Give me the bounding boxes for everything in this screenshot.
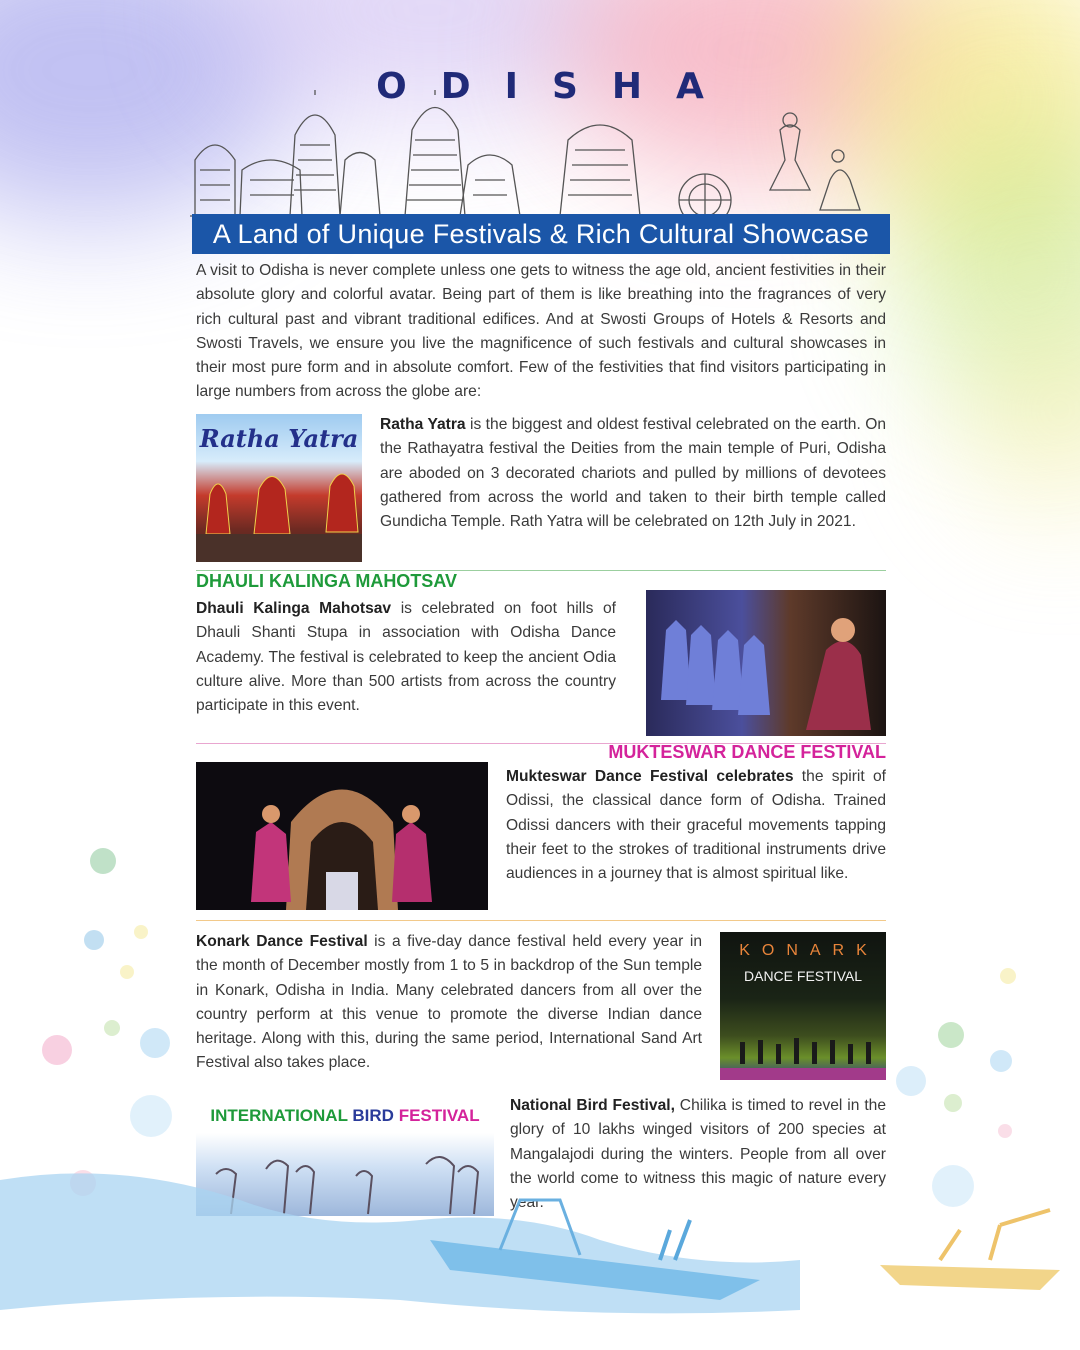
decor-dot	[104, 1020, 120, 1036]
konark-image-subtitle: DANCE FESTIVAL	[744, 968, 862, 984]
ratha-yatra-image-caption: Ratha Yatra	[199, 424, 359, 453]
decor-dot	[140, 1028, 170, 1058]
konark-dancers-illustration	[720, 932, 886, 1080]
dhauli-heading: DHAULI KALINGA MAHOTSAV	[196, 571, 457, 591]
mukteswar-heading: MUKTESWAR DANCE FESTIVAL	[608, 742, 886, 762]
konark-festival-image	[720, 932, 886, 1080]
ratha-yatra-text	[380, 413, 886, 534]
bird-image-word-2: BIRD	[352, 1106, 394, 1125]
decor-dot	[90, 848, 116, 874]
decor-dot	[990, 1050, 1012, 1072]
decor-dot	[120, 965, 134, 979]
decor-dot	[130, 1095, 172, 1137]
dhauli-name: Dhauli Kalinga Mahotsav	[196, 600, 392, 617]
ratha-yatra-description: is the biggest and oldest festival celebrated on the earth. On the Rathayatra festival the Deities from the main temple of Puri, Odisha are aboded on 3 decorated chariots and pulled by millions of devotees gathered from across the world and taken to their birth temple called Gundicha Temple. Rath Yatra will be celebrated on 12th July in 2021.	[380, 416, 887, 531]
konark-image-title: KONARK	[739, 942, 879, 959]
intro-paragraph: A visit to Odisha is never complete unless one gets to witness the age old, ancient festivities in their absolute glory and colorful avatar. Being part of them is like breathing into the fragrances of very rich cultural past and vibrant traditional edifices. And at Swosti Groups of Hotels & Resorts and Swosti Travels, we ensure you live the magnificence of such festivals and cultural showcases in their most pure form and in absolute comfort. Few of the festivities that find visitors participating in large numbers from across the globe are:	[196, 262, 886, 401]
decor-dot	[938, 1022, 964, 1048]
decor-dot	[944, 1094, 962, 1112]
mukteswar-description: the spirit of Odissi, the classical dance form of Odisha. Trained Odissi dancers with their graceful movements tapping their feet to the strokes of traditional instruments drive audiences in a journey that is almost spiritual like.	[506, 768, 887, 883]
bird-image-word-1: INTERNATIONAL	[210, 1106, 348, 1125]
konark-description: is a five-day dance festival held every year in the month of December mostly from 1 to 5 in backdrop of the Sun temple in Konark, Odisha in India. Many celebrated dancers from all over the country perform at this venue to promote the diverse Indian dance heritage. Along with this, during the same period, International Sand Art Festival also takes place.	[196, 933, 702, 1072]
mukteswar-dancers-image	[196, 762, 488, 910]
dhauli-description: is celebrated on foot hills of Dhauli Shanti Stupa in association with Odisha Dance Academy. The festival is celebrated to keep the ancient Odia culture alive. More than 500 artists from across the country participate in this event.	[196, 600, 616, 715]
dancers-illustration	[646, 590, 886, 736]
bird-image-word-3: FESTIVAL	[398, 1106, 480, 1125]
decor-dot	[42, 1035, 72, 1065]
divider	[196, 920, 886, 921]
ratha-yatra-image	[196, 414, 362, 562]
decor-dot	[896, 1066, 926, 1096]
dhauli-dancers-image	[646, 590, 886, 736]
bird-festival-description: Chilika is timed to revel in the glory of 10 lakhs winged visitors of 200 species at Mangalajodi during the winters. People from all over the world come to witness this magic of nature every year.	[510, 1097, 886, 1212]
decor-dot	[84, 930, 104, 950]
konark-name: Konark Dance Festival	[196, 933, 368, 950]
mukteswar-name: Mukteswar Dance Festival celebrates	[506, 768, 794, 785]
decor-dot	[998, 1124, 1012, 1138]
subtitle-banner: A Land of Unique Festivals & Rich Cultural Showcase	[192, 214, 890, 254]
bird-festival-name: National Bird Festival,	[510, 1097, 675, 1114]
temple-skyline-illustration	[190, 90, 890, 218]
boats-illustration	[0, 1160, 1080, 1350]
dhauli-text	[196, 597, 616, 718]
mukteswar-text	[506, 765, 886, 886]
decor-dot	[134, 925, 148, 939]
torana-dancers-illustration	[196, 762, 488, 910]
konark-text	[196, 930, 702, 1076]
page-title: ODISHA	[376, 66, 738, 107]
decor-dot	[1000, 968, 1016, 984]
ratha-yatra-name: Ratha Yatra	[380, 416, 466, 433]
chariot-illustration	[196, 414, 362, 562]
